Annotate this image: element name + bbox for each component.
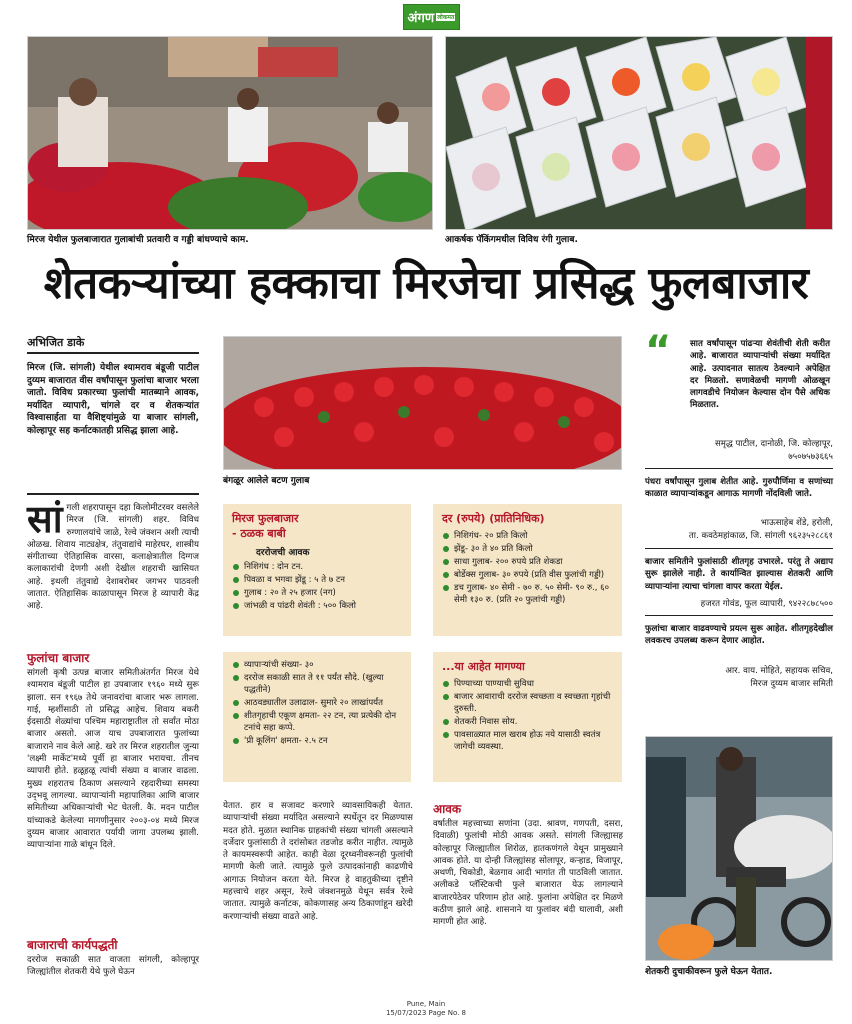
headline: शेतकऱ्यांच्या हक्काचा मिरजेचा प्रसिद्ध फुलबाजार <box>43 258 809 309</box>
quote-4-text: फुलांचा बाजार वाढवण्याचे प्रयत्न सुरू आहेत. शीतगृहदेखील लवकरच उपलब्ध करून देणार आहोत. <box>645 624 833 647</box>
para1-block <box>27 497 199 613</box>
logo-tag: लोकमत <box>437 14 455 21</box>
quote-4-author: आर. वाय. मोहिते, सहायक सचिव, <box>725 666 833 676</box>
rates-box <box>433 504 622 636</box>
quote-2-phone: ता. कवठेमहांकाळ, जि. सांगली ९६२३५२८८६१ <box>688 531 833 541</box>
quote-2-author: भाऊसाहेब शेंडे, हरोली, <box>760 518 833 528</box>
list-item: दररोज सकाळी सात ते ११ पर्यंत सौदे. (खुल्या पद्धतीने) <box>232 672 402 696</box>
list-item: पिवळा व भगवा झेंडू : ५ ते ७ टन <box>232 574 402 586</box>
caption-middle: बंगळूर आलेले बटण गुलाब <box>223 476 310 486</box>
para2: सांगली कृषी उत्पन्न बाजार समितीअंतर्गत मिरज येथे श्यामराव बंडूजी पाटील हा उपबाजार १९६० मध्ये सुरू झाला. सन १९६७ तेथे जनावरांचा बाजार भरू लागला. गाई, म्हशींसाठी तो प्रसिद्ध आहेच. शिवाय बकरी ईदसाठी शेळ्यांचा पश्चिम महाराष्ट्रातील तो सर्वांत मोठा बाजार असतो. आज याच उपबाजारात फुलांच्या बाजाराने नाव केले आहे. खरे तर मिरज शहरातील जुन्या 'लक्ष्मी मार्केट'मध्ये पूर्वी हा बाजार भरायचा. तीनच व्यापारी होते. हळूहळू त्यांची संख्या व बाजार वाढला. मुख्य शहरातच ठिकाण असल्याने रहदारीच्या समस्या उद्‌भवू लागल्या. व्यापाऱ्यांनी महापालिका आणि बाजार समितीच्या अधिकाऱ्यांची भेट घेतली. कै. मदन पाटील यांच्याकडे केलेल्या मागणीनुसार २००३-०४ मध्ये मिरज दुय्यम बाजार आवारात पर्यायी जागा उपलब्ध झाली. व्यापाऱ्यांना गाळे बांधून दिले. <box>27 668 199 851</box>
dropcap: सां <box>27 497 63 541</box>
masthead-logo <box>403 4 460 30</box>
photo-farmer-bike <box>645 736 833 961</box>
quote-rule-3 <box>645 615 833 616</box>
list-item: निशिगंध : दोन टन. <box>232 561 402 573</box>
quote-4-phone: मिरज दुय्यम बाजार समिती <box>750 679 833 689</box>
trade-stats-list <box>232 659 402 747</box>
list-item: जांभळी व पांढरी शेवंती : ५०० किलो <box>232 600 402 612</box>
list-item: बोर्डेक्स गुलाब- ३० रुपये (प्रति वीस फुलांची गड्डी) <box>442 569 613 581</box>
quote-rule-2 <box>645 548 833 549</box>
quote-1-phone: ७५०७५७३६६५ <box>788 452 833 462</box>
demands-title: ...या आहेत मागण्या <box>442 660 525 673</box>
list-item: पिण्याच्या पाण्याची सुविधा <box>442 678 613 690</box>
demands-list <box>442 678 613 753</box>
list-item: झेंडू- ३० ते ४० प्रति किलो <box>442 543 613 555</box>
highlights-subtitle: - ठळक बाबी <box>232 527 286 540</box>
rates-title: दर (रुपये) (प्रातिनिधिक) <box>442 512 545 525</box>
list-item: पावसाळ्यात माल खराब होऊ नये यासाठी स्वतंत्र जागेची व्यवस्था. <box>442 729 613 753</box>
subhead-arrival: आवक <box>433 802 462 816</box>
list-item: गुलाब : २० ते २५ हजार (नग) <box>232 587 402 599</box>
highlights-box <box>223 504 411 636</box>
photo-rose-sorting <box>27 36 433 230</box>
caption-top-right: आकर्षक पॅकिंगमधील विविध रंगी गुलाब. <box>445 235 578 245</box>
logo-text: अंगण <box>407 11 435 26</box>
highlights-title: मिरज फुलबाजार <box>232 512 299 525</box>
daily-arrival-heading: दररोजची आवक <box>256 548 310 558</box>
col2-text: येतात. हार व सजावट करणारे व्यावसायिकही येतात. व्यापाऱ्यांची संख्या मर्यादित असल्याने स्पर्धेतून दर मिळण्यास मदत होते. मुळात स्थानिक ग्राहकांची संख्या चांगली असल्याने दर्जेदार फुलांसाठी ते दरांसोबत तडजोड करीत नाहीत. त्यामुळे ते कायमस्वरूपी आहेत. काही वेळा दूरध्वनीवरूनही फुलांची मागणी केली जाते. त्यामुळे फुले उत्पादकांनाही काढणीचे आगाऊ नियोजन करता येते. मिरज हे वाहतुकीच्या दृष्टीने महत्त्वाचे शहर असून, रेल्वे जंक्शनमुळे येथून सर्वत्र रेल्वे जातात. त्यामुळे कर्नाटक, कोकणासह अन्य ठिकाणांहून खरेदी करणाऱ्यांची संख्या वाढते आहे. <box>223 801 413 922</box>
intro-rule <box>27 493 199 495</box>
byline-rule <box>27 352 199 354</box>
quote-3-author: हजरत गोवंड, फूल व्यापारी, ९४२२८७८५०० <box>700 599 833 609</box>
footer-date: 15/07/2023 Page No. 8 <box>385 1009 467 1017</box>
list-item: शीतगृहाची एकूण क्षमता- २२ टन, त्या प्रत्येकी दोन टनांचे सहा कप्पे. <box>232 710 402 734</box>
list-item: साधा गुलाब- २०० रुपये प्रति शेकडा <box>442 556 613 568</box>
byline: अभिजित डाके <box>27 336 85 349</box>
subhead-market-procedure: बाजाराची कार्यपद्धती <box>27 938 118 952</box>
photo-packed-roses <box>445 36 833 230</box>
quote-1-author: समृद्ध पाटील, दानोळी, जि. कोल्हापूर, <box>714 439 833 449</box>
trade-stats-box <box>223 652 411 782</box>
demands-box <box>433 652 622 782</box>
caption-top-left: मिरज येथील फुलबाजारात गुलाबांची प्रतवारी व गड्डी बांधण्याचे काम. <box>27 235 249 245</box>
col3-text: वर्षातील महत्त्वाच्या सणांना (उदा. श्रावण, गणपती, दसरा, दिवाळी) फुलांची मोठी आवक असते. सांगली जिल्ह्यासह कोल्हापूर जिल्ह्यातील शिरोळ, हातकणंगले येथून प्रामुख्याने आवक होते. या दोन्ही जिल्ह्यांसह सोलापूर, कऱ्हाड, विजापूर, अथणी, चिकोडी, बेळगाव आदी भागांत ती पाठविली जातात. अलीकडे प्लॅस्टिकची फुले बाजारात येऊ लागल्याने बाजारपेठेवर परिणाम होत आहे. फुलांना अपेक्षित दर मिळणे कठीण झाले आहे. शासनाने या फुलांवर बंदी घालावी, अशी मागणी होत आहे. <box>433 819 623 928</box>
subhead-flower-market: फुलांचा बाजार <box>27 651 90 665</box>
para1: गली शहरापासून दहा किलोमीटरवर वसलेले मिरज (जि. सांगली) शहर. विविध रुग्णालयांचे जाळे, रेल्वे जंक्शन अशी त्याची ओळख. शिवाय नाट्यक्षेत्र, तंतुवाद्यांचे माहेरघर, शास्त्रीय संगीताच्या ऐतिहासिक वारसा, कलाक्षेत्रातील दिग्गज कलाकारांची देणगी अशी देखील शहराची खासियत आहे. इथली तंतुवाद्ये देशाबरोबर जगभर पाठवली जातात. ऐतिहासिक काळापासून मिरज हे व्यापारी केंद्र आहे. <box>27 503 199 612</box>
list-item: शेतकरी निवास सोय. <box>442 716 613 728</box>
photo-button-roses <box>223 336 622 470</box>
caption-bottom-right: शेतकरी दुचाकीवरून फुले घेऊन येतात. <box>645 967 773 977</box>
quote-rule-1 <box>645 468 833 469</box>
quote-3-text: बाजार समितीने फुलांसाठी शीतगृह उभारले. परंतु ते अद्याप सुरू झालेले नाही. ते कार्यान्वित झाल्यास शेतकरी आणि व्यापाऱ्यांना त्याचा चांगला वापर करता येईल. <box>645 557 833 592</box>
intro-paragraph: मिरज (जि. सांगली) येथील श्यामराव बंडूजी पाटील दुय्यम बाजारात वीस वर्षांपासून फुलांचा बाजार भरला जातो. विविध प्रकारच्या फुलांची मातब्याने आवक, मर्यादित व्यापारी, चांगले दर व शेतकऱ्यांत विश्वासार्हता या वैशिष्ट्यांमुळे या बाजार सांगली, कोल्हापूर सह कर्नाटकातही प्रसिद्ध झाला आहे. <box>27 363 199 436</box>
list-item: आठवड्यातील उलाढाल- सुमारे २० लाखांपर्यंत <box>232 697 402 709</box>
arrival-list <box>232 561 402 612</box>
footer-edition: Pune, Main <box>406 1000 446 1008</box>
list-item: व्यापाऱ्यांची संख्या- ३० <box>232 659 402 671</box>
quote-2-text: पंधरा वर्षांपासून गुलाब शेतीत आहे. गुरुपौर्णिमा व सणांच्या काळात व्यापाऱ्यांकडून आगाऊ मागणी नोंदविली जाते. <box>645 477 833 500</box>
list-item: निशिगंध- २० प्रति किलो <box>442 530 613 542</box>
footer <box>370 1000 482 1018</box>
quote-icon: “ <box>645 328 672 374</box>
list-item: बाजार आवाराची दररोज स्वच्छता व स्वच्छता गृहांची दुरुस्ती. <box>442 691 613 715</box>
para3: दररोज सकाळी सात वाजता सांगली, कोल्हापूर जिल्ह्यांतील शेतकरी येथे फुले घेऊन <box>27 955 199 978</box>
quote-1-text: सात वर्षांपासून पांढऱ्या शेवंतीची शेती करीत आहे. बाजारात व्यापाऱ्यांची संख्या मर्यादित आहे. उत्पादनात सातत्य ठेवल्याने अपेक्षित दर मिळतो. सणावेळची मागणी ओळखून लागवडीचे नियोजन केल्यास दोन पैसे अधिक मिळतात. <box>690 339 830 411</box>
rates-list <box>442 530 613 606</box>
list-item: डच गुलाब- ४० सेमी - ७० रु. ५० सेमी- ९० रु., ६० सेमी १३० रु. (प्रति २० फुलांची गड्डी) <box>442 582 613 606</box>
list-item: 'प्री कूलिंग' क्षमता- २.५ टन <box>232 735 402 747</box>
